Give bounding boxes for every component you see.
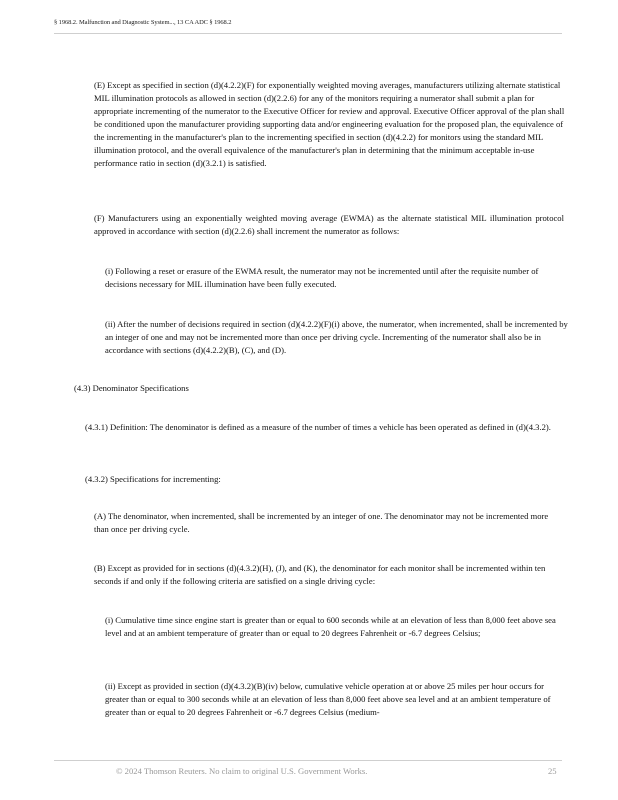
paragraph-F: (F) Manufacturers using an exponentially weighted moving average (EWMA) as the alternate statistical MIL illumination protocol approved in accordance with section (d)(2.2.6) shall increment the numerator as follows: <box>94 213 564 236</box>
paragraph-F-i: (i) Following a reset or erasure of the EWMA result, the numerator may not be incremented until after the requisite number of decisions necessary for MIL illumination have been fully executed. <box>105 266 539 289</box>
copyright-notice: © 2024 Thomson Reuters. No claim to original U.S. Government Works. <box>116 766 368 776</box>
paragraph-E: (E) Except as specified in section (d)(4.2.2)(F) for exponentially weighted moving averages, manufacturers utilizing alternate statistical MIL illumination protocols as allowed in section (d)(2.2.6) for any of the monitors requiring a numerator shall submit a plan for appropriate incrementing of the numerator to the Executive Officer for review and approval. Executive Officer approval of the plan shall be conditioned upon the manufacturer providing supporting data and/or engineering evaluation for the proposed plan, the equivalence of the incrementing in the manufacturer's plan to the incrementing specified in section (d)(4.2.2) for monitors using the standard MIL illumination protocol, and the overall equivalence of the manufacturer's plan in determining that the minimum acceptable in-use performance ratio in section (d)(3.2.1) is satisfied. <box>94 80 565 168</box>
paragraph-4-3-2: (4.3.2) Specifications for incrementing: <box>85 474 221 484</box>
paragraph-B-i: (i) Cumulative time since engine start is greater than or equal to 600 seconds while at an elevation of less than 8,000 feet above sea level and at an ambient temperature of greater than or equal to 20 degrees Fahrenheit or -6.7 degrees Celsius; <box>105 615 556 638</box>
paragraph-F-ii: (ii) After the number of decisions required in section (d)(4.2.2)(F)(i) above, the numerator, when incremented, shall be incremented by an integer of one and may not be incremented more than once per driving cycle. Incrementing of the numerator shall also be in accordance with sections (d)(4.2.2)(B), (C), and (D). <box>105 319 568 355</box>
running-header: § 1968.2. Malfunction and Diagnostic System..., 13 CA ADC § 1968.2 <box>54 19 232 26</box>
section-heading-4-3: (4.3) Denominator Specifications <box>74 383 189 393</box>
paragraph-A: (A) The denominator, when incremented, shall be incremented by an integer of one. The denominator may not be incremented more than once per driving cycle. <box>94 511 549 534</box>
page-number: 25 <box>548 766 557 776</box>
paragraph-4-3-1: (4.3.1) Definition: The denominator is defined as a measure of the number of times a vehicle has been operated as defined in (d)(4.3.2). <box>85 422 551 432</box>
header-divider <box>54 33 562 34</box>
paragraph-B-ii: (ii) Except as provided in section (d)(4.3.2)(B)(iv) below, cumulative vehicle operation at or above 25 miles per hour occurs for greater than or equal to 300 seconds while at an elevation of less than 8,000 feet above sea level and at an ambient temperature of greater than or equal to 20 degrees Fahrenheit or -6.7 degrees Celsius (medium- <box>105 681 551 717</box>
paragraph-B: (B) Except as provided for in sections (d)(4.3.2)(H), (J), and (K), the denominator for each monitor shall be incremented within ten seconds if and only if the following criteria are satisfied on a single driving cycle: <box>94 563 546 586</box>
footer-divider <box>54 760 562 761</box>
